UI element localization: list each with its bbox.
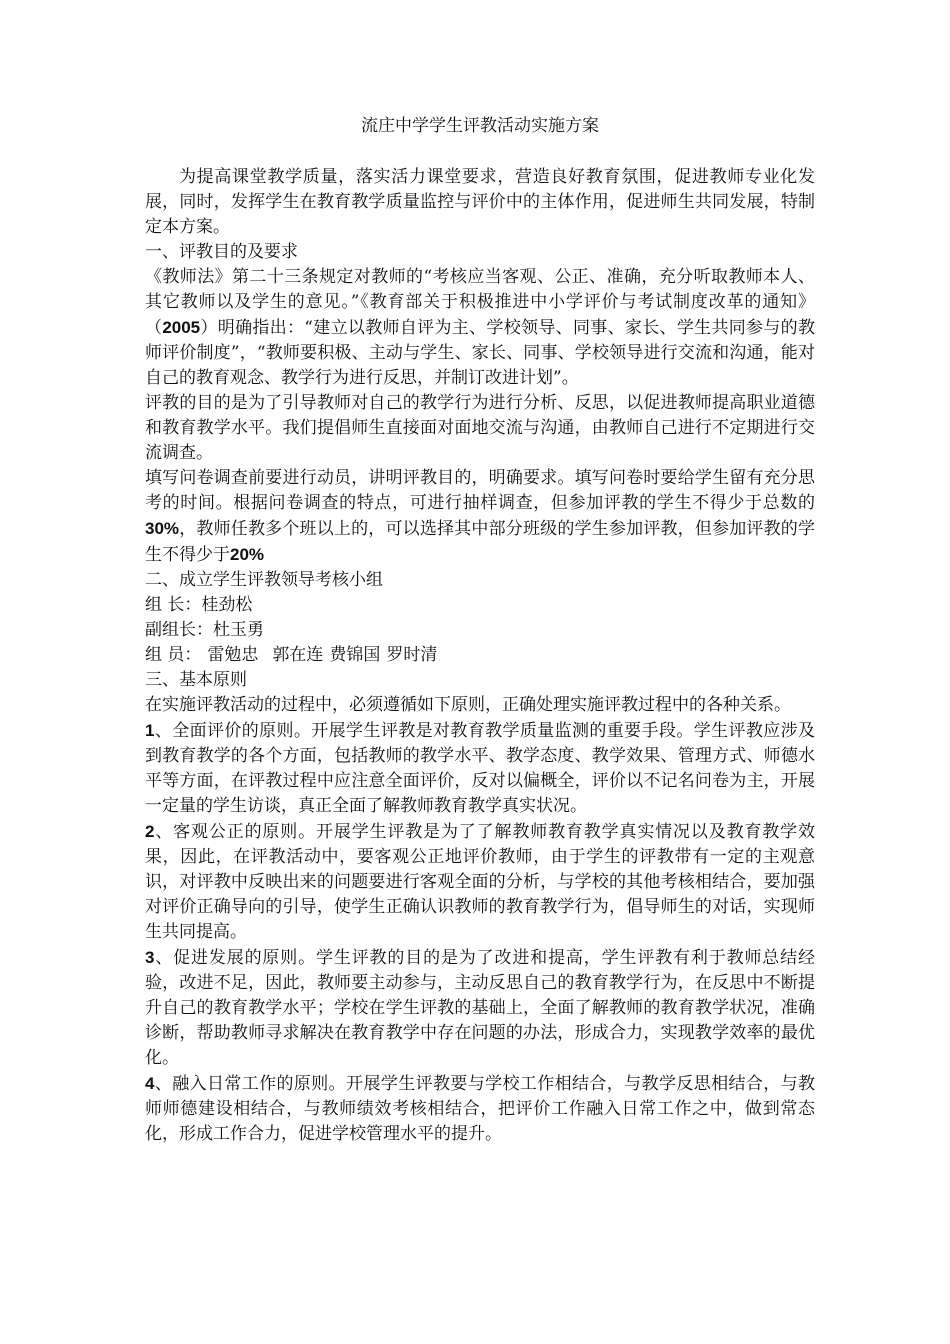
section1-paragraph-2: 评教的目的是为了引导教师对自己的教学行为进行分析、反思，以促进教师提高职业道德和教育教学水平。我们提倡师生直接面对面地交流与沟通，由教师自己进行不定期进行交流调查。 — [145, 393, 815, 463]
section-heading-2: 二、成立学生评教领导考核小组 — [145, 570, 383, 590]
member-name: 雷勉忠 — [207, 645, 259, 665]
section1-paragraph-3 — [145, 466, 815, 568]
section1-p1-text-b: ）明确指出：“建立以教师自评为主、学校领导、同事、家长、学生共同参与的教师评价制度”，“教师要积极、主动与学生、家长、同事、学校领导进行交流和沟通，能对自己的教育观念、教学行为进行反思，并制订改进计划”。 — [145, 318, 815, 388]
principle-item — [145, 1071, 815, 1147]
principle-number: 3 — [145, 948, 155, 967]
member-name: 郭在连 — [272, 645, 324, 665]
principle-number: 2 — [145, 822, 155, 841]
principle-item — [145, 945, 815, 1071]
members-row — [145, 643, 815, 668]
document-title: 流庄中学学生评教活动实施方案 — [361, 116, 599, 136]
leader-label: 组 长： — [145, 595, 202, 615]
section3-intro: 在实施评教活动的过程中，必须遵循如下原则，正确处理实施评教过程中的各种关系。 — [145, 695, 791, 715]
principle-number: 1 — [145, 721, 155, 740]
section1-paragraph-1 — [145, 265, 815, 391]
member-name: 费锦国 — [329, 645, 381, 665]
section1-p3-text-a: 填写问卷调查前要进行动员，讲明评教目的，明确要求。填写问卷时要给学生留有充分思考的时间。根据问卷调查的特点，可进行抽样调查，但参加评教的学生不得少于总数的 — [145, 468, 815, 513]
document-body — [145, 114, 815, 1147]
section-heading-1: 一、评教目的及要求 — [145, 242, 298, 262]
principle-text: 、客观公正的原则。开展学生评教是为了了解教师教育教学真实情况以及教育教学效果，因此，在评教活动中，要客观公正地评价教师，由于学生的评教带有一定的主观意识，对评教中反映出来的问题要进行客观全面的分析，与学校的其他考核相结合，要加强对评价正确导向的引导，使学生正确认识教师的教育教学行为，倡导师生的对话，实现师生共同提高。 — [145, 822, 815, 942]
year-number: 2005 — [162, 318, 201, 337]
section1-p1-text-a: 《教师法》第二十三条规定对教师的“考核应当客观、公正、准确，充分听取教师本人、其它教师以及学生的意见。”《教育部关于积极推进中小学评价与考试制度改革的通知》（ — [145, 267, 815, 338]
section-heading-3: 三、基本原则 — [145, 670, 247, 690]
deputy-label: 副组长： — [145, 620, 213, 640]
principle-text: 、融入日常工作的原则。开展学生评教要与学校工作相结合，与教学反思相结合，与教师师德建设相结合，与教师绩效考核相结合，把评价工作融入日常工作之中，做到常态化，形成工作合力，促进学校管理水平的提升。 — [145, 1074, 815, 1144]
principle-item — [145, 718, 815, 819]
leader-name: 桂劲松 — [201, 595, 253, 615]
percent-30: 30% — [145, 519, 180, 538]
principle-text: 、全面评价的原则。开展学生评教是对教育教学质量监测的重要手段。学生评教应涉及到教育教学的各个方面，包括教师的教学水平、教学态度、教学效果、管理方式、师德水平等方面，在评教过程中应注意全面评价，反对以偏概全，评价以不记名问卷为主，开展一定量的学生访谈，真正全面了解教师教育教学真实状况。 — [145, 721, 815, 816]
section1-p3-text-b: ，教师任教多个班以上的，可以选择其中部分班级的学生参加评教，但参加评教的学生不得少于 — [145, 519, 815, 565]
principle-text: 、促进发展的原则。学生评教的目的是为了改进和提高，学生评教有利于教师总结经验，改进不足，因此，教师要主动参与，主动反思自己的教育教学行为，在反思中不断提升自己的教育教学水平；学校在学生评教的基础上，全面了解教师的教育教学状况，准确诊断，帮助教师寻求解决在教育教学中存在问题的办法，形成合力，实现教学效率的最优化。 — [145, 948, 815, 1068]
member-name: 罗时清 — [386, 645, 438, 665]
leader-row — [145, 593, 815, 618]
deputy-row — [145, 618, 815, 643]
deputy-name: 杜玉勇 — [213, 620, 264, 640]
percent-20: 20% — [230, 545, 265, 564]
principle-item — [145, 819, 815, 945]
members-label: 组 员： — [145, 645, 202, 665]
intro-paragraph: 为提高课堂教学质量，落实活力课堂要求，营造良好教育氛围，促进教师专业化发展，同时，发挥学生在教育教学质量监控与评价中的主体作用，促进师生共同发展，特制定本方案。 — [145, 167, 815, 237]
principle-number: 4 — [145, 1074, 155, 1093]
